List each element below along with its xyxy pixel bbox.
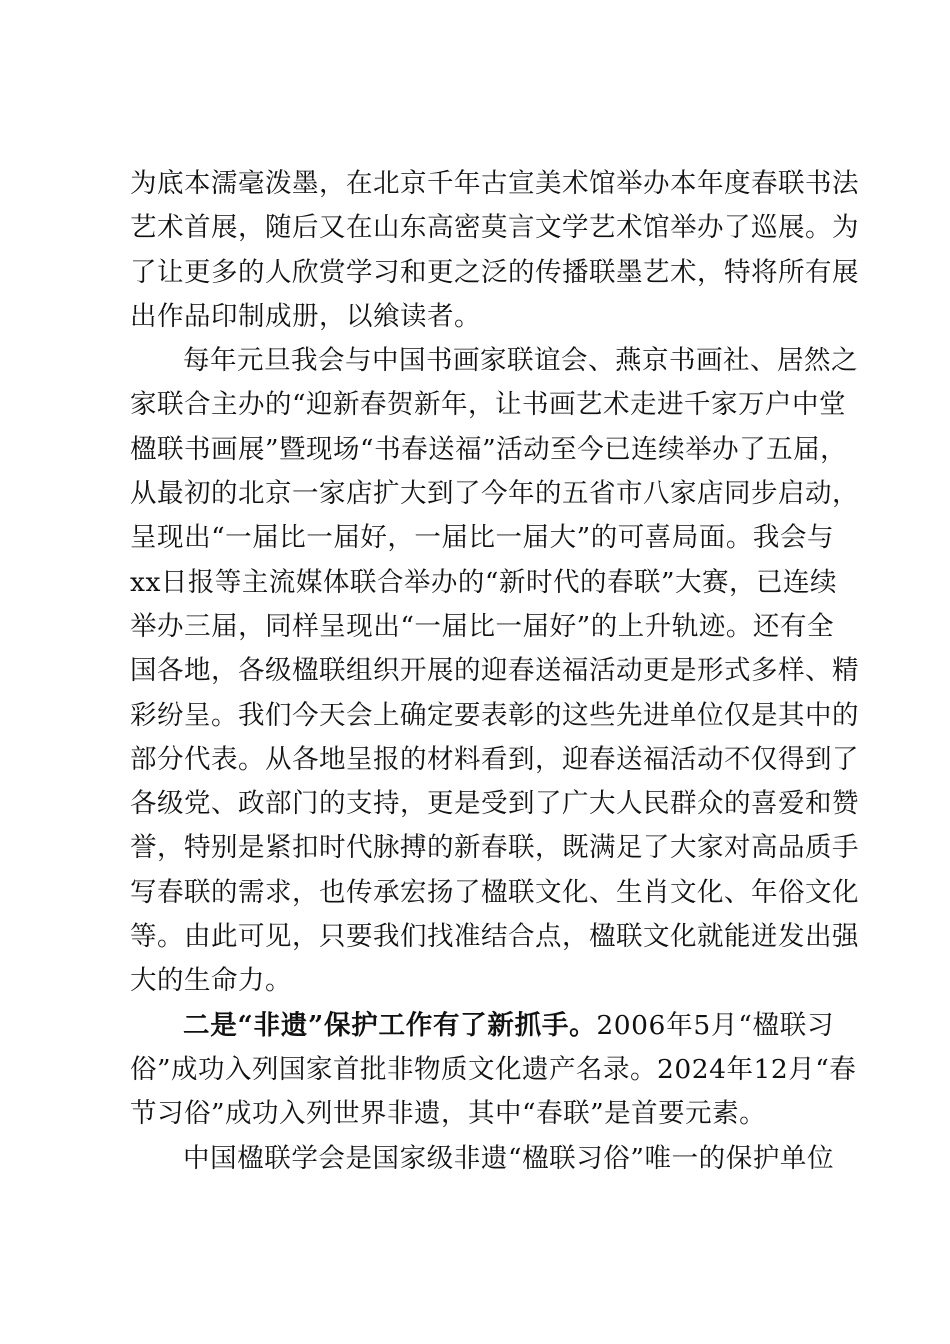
text-line: 部分代表。从各地呈报的材料看到，迎春送福活动不仅得到了 bbox=[130, 743, 859, 775]
text-line: 写春联的需求，也传承宏扬了楹联文化、生肖文化、年俗文化 bbox=[130, 876, 859, 908]
text-line: 俗”成功入列国家首批非物质文化遗产名录。2024年12月“春 bbox=[130, 1053, 857, 1085]
text-line: 了让更多的人欣赏学习和更之泛的传播联墨艺术，特将所有展 bbox=[130, 256, 859, 288]
text-line: 誉，特别是紧扣时代脉搏的新春联，既满足了大家对高品质手 bbox=[130, 832, 859, 864]
paragraph-1 bbox=[130, 162, 859, 339]
text-line bbox=[130, 1004, 834, 1048]
text-line: 每年元旦我会与中国书画家联谊会、燕京书画社、居然之 bbox=[183, 345, 858, 377]
text-line: 节习俗”成功入列世界非遗，其中“春联”是首要元素。 bbox=[130, 1098, 767, 1130]
document-body bbox=[130, 162, 859, 1181]
text-line: 大的生命力。 bbox=[130, 965, 292, 997]
text-line: 举办三届，同样呈现出“一届比一届好”的上升轨迹。还有全 bbox=[130, 610, 834, 642]
text-line: 呈现出“一届比一届好，一届比一届大”的可喜局面。我会与 bbox=[130, 522, 834, 554]
text-line: 为底本濡毫泼墨，在北京千年古宣美术馆举办本年度春联书法 bbox=[130, 168, 859, 199]
section-heading: 二是“非遗”保护工作有了新抓手。 bbox=[183, 1009, 597, 1041]
text-line: 等。由此可见，只要我们找准结合点，楹联文化就能迸发出强 bbox=[130, 921, 859, 953]
paragraph-2 bbox=[130, 339, 859, 1003]
text-line: 艺术首展，随后又在山东高密莫言文学艺术馆举办了巡展。为 bbox=[130, 212, 859, 244]
text-line: 各级党、政部门的支持，更是受到了广大人民群众的喜爱和赞 bbox=[130, 788, 859, 820]
text-line: 中国楹联学会是国家级非遗“楹联习俗”唯一的保护单位 bbox=[183, 1142, 834, 1174]
paragraph-3 bbox=[130, 1004, 857, 1137]
text-line: 家联合主办的“迎新春贺新年，让书画艺术走进千家万户中堂 bbox=[130, 389, 847, 421]
text-line: 从最初的北京一家店扩大到了今年的五省市八家店同步启动， bbox=[130, 478, 859, 510]
paragraph-4 bbox=[130, 1137, 834, 1181]
text-line-rest: 2006年5月“楹联习 bbox=[596, 1009, 834, 1041]
text-line: xx日报等主流媒体联合举办的“新时代的春联”大赛，已连续 bbox=[130, 566, 837, 598]
text-line: 彩纷呈。我们今天会上确定要表彰的这些先进单位仅是其中的 bbox=[130, 699, 859, 731]
text-line: 国各地，各级楹联组织开展的迎春送福活动更是形式多样、精 bbox=[130, 655, 859, 687]
text-line: 出作品印制成册，以飨读者。 bbox=[130, 300, 481, 332]
text-line: 楹联书画展”暨现场“书春送福”活动至今已连续举办了五届， bbox=[130, 433, 848, 465]
